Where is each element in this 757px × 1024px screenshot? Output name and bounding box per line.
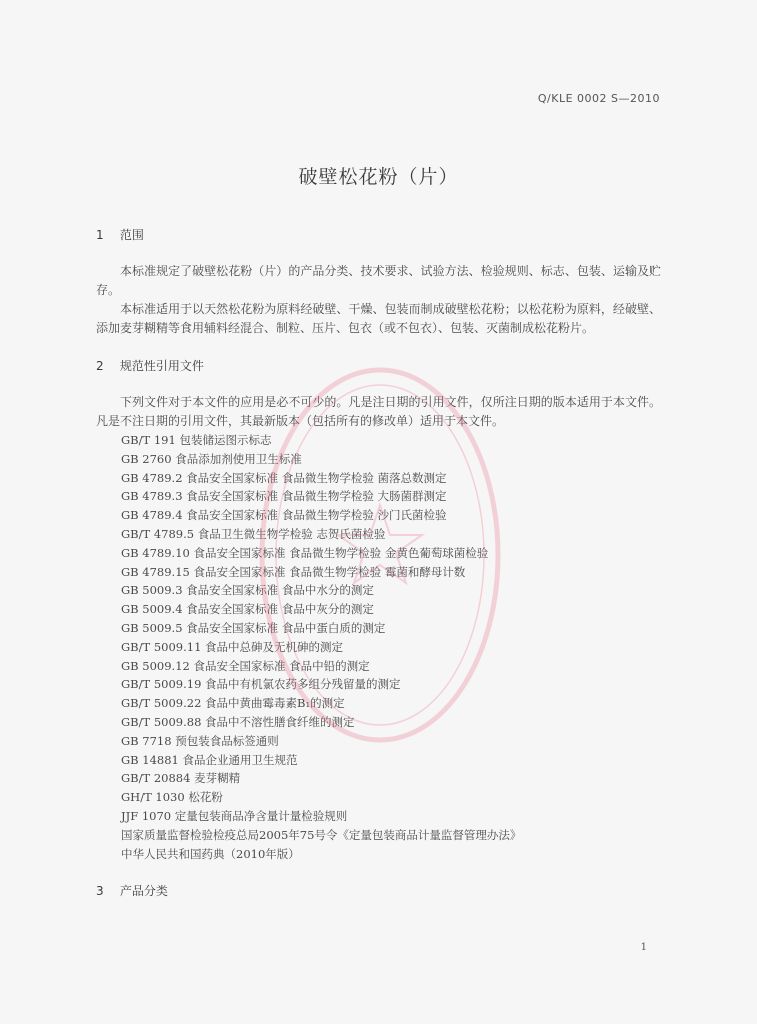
reference-item: GB 4789.3 食品安全国家标准 食品微生物学检验 大肠菌群测定 <box>121 489 447 504</box>
section-1-paragraph-1: 本标准规定了破壁松花粉（片）的产品分类、技术要求、试验方法、检验规则、标志、包装、运输及贮存。 <box>96 264 661 297</box>
reference-item: GB 5009.5 食品安全国家标准 食品中蛋白质的测定 <box>121 620 386 635</box>
reference-item: GH/T 1030 松花粉 <box>121 790 223 805</box>
reference-item: GB 4789.2 食品安全国家标准 食品微生物学检验 菌落总数测定 <box>121 470 447 485</box>
section-2-heading <box>96 357 204 374</box>
reference-item: GB 4789.15 食品安全国家标准 食品微生物学检验 霉菌和酵母计数 <box>121 564 466 579</box>
section-1-heading <box>96 226 144 243</box>
reference-item: 中华人民共和国药典（2010年版） <box>121 846 300 861</box>
reference-item: GB 7718 预包装食品标签通则 <box>121 733 279 748</box>
section-number: 2 <box>96 359 104 373</box>
section-1-paragraph-2: 本标准适用于以天然松花粉为原料经破壁、干燥、包装而制成破壁松花粉；以松花粉为原料，经破壁、添加麦芽糊精等食用辅料经混合、制粒、压片、包衣（或不包衣）、包装、灭菌制成松花粉片。 <box>96 302 661 335</box>
page-number: 1 <box>640 942 647 953</box>
section-number: 3 <box>96 884 104 898</box>
reference-item: GB/T 5009.11 食品中总砷及无机砷的测定 <box>121 639 344 654</box>
section-2-paragraph-1: 下列文件对于本文件的应用是必不可少的。凡是注日期的引用文件，仅所注日期的版本适用于本文件。凡是不注日期的引用文件，其最新版本（包括所有的修改单）适用于本文件。 <box>96 395 661 428</box>
reference-item: GB 14881 食品企业通用卫生规范 <box>121 752 298 767</box>
reference-item: GB/T 5009.19 食品中有机氯农药多组分残留量的测定 <box>121 677 401 692</box>
reference-item: GB/T 5009.22 食品中黄曲霉毒素B₁的测定 <box>121 696 345 711</box>
reference-item: 国家质量监督检验检疫总局2005年75号令《定量包装商品计量监督管理办法》 <box>121 827 522 842</box>
normative-reference-list <box>121 431 521 863</box>
section-title: 范围 <box>119 228 144 242</box>
section-title: 规范性引用文件 <box>119 359 204 373</box>
reference-item: GB/T 5009.88 食品中不溶性膳食纤维的测定 <box>121 714 355 729</box>
reference-item: GB/T 20884 麦芽糊精 <box>121 771 241 786</box>
reference-item: GB/T 191 包装储运图示标志 <box>121 433 272 447</box>
document-title: 破壁松花粉（片） <box>298 166 459 188</box>
reference-item: GB 5009.12 食品安全国家标准 食品中铅的测定 <box>121 658 370 673</box>
reference-item: GB 2760 食品添加剂使用卫生标准 <box>121 451 302 466</box>
reference-item: GB 5009.3 食品安全国家标准 食品中水分的测定 <box>121 583 374 598</box>
reference-item: GB 4789.4 食品安全国家标准 食品微生物学检验 沙门氏菌检验 <box>121 508 447 523</box>
reference-item: GB 4789.10 食品安全国家标准 食品微生物学检验 金黄色葡萄球菌检验 <box>121 545 489 560</box>
section-3-heading <box>96 882 168 899</box>
section-number: 1 <box>96 228 104 242</box>
reference-item: JJF 1070 定量包装商品净含量计量检验规则 <box>121 808 348 823</box>
reference-item: GB/T 4789.5 食品卫生微生物学检验 志贺氏菌检验 <box>121 526 386 541</box>
standard-code: Q/KLE 0002 S—2010 <box>537 92 660 105</box>
reference-item: GB 5009.4 食品安全国家标准 食品中灰分的测定 <box>121 602 374 617</box>
section-title: 产品分类 <box>119 884 168 898</box>
